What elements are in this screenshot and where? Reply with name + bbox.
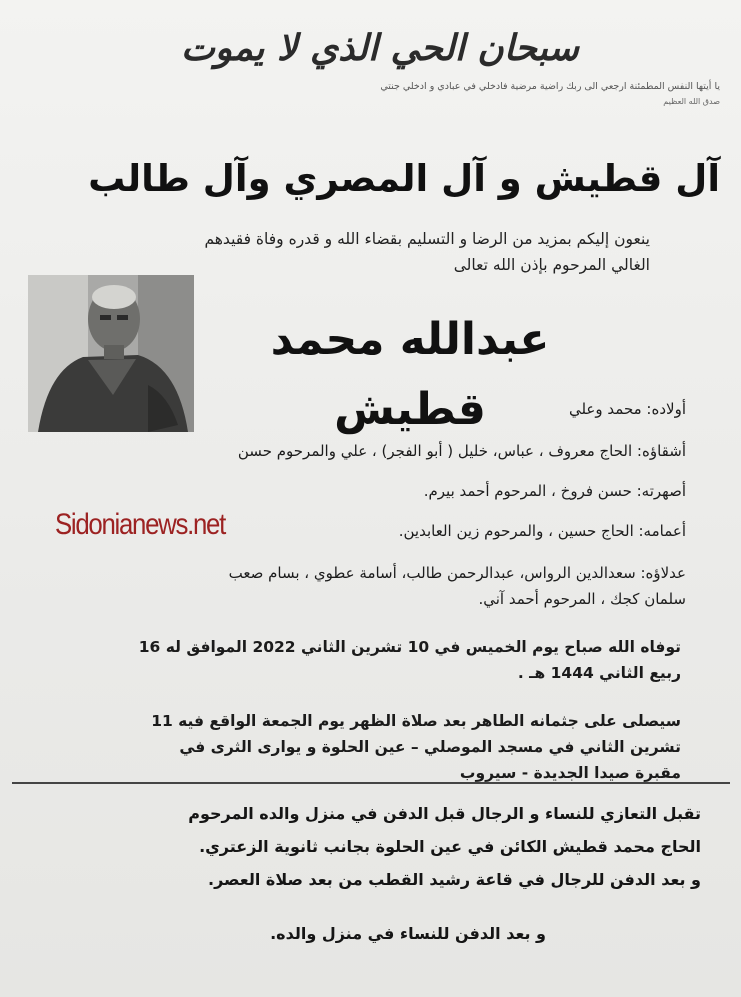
section-divider [12,782,730,784]
death-notice-line-1: توفاه الله صباح يوم الخميس في 10 تشرين الثاني 2022 الموافق له 16 [138,638,681,656]
announcement-line-2: الغالي المرحوم بإذن الله تعالى [453,256,650,274]
condolences-line-2: الحاج محمد قطيش الكائن في عين الحلوة بجانب ثانوية الزعتري. [199,837,701,856]
relatives-sons: أولاده: محمد وعلي [568,400,686,418]
condolences-women: و بعد الدفن للنساء في منزل والده. [270,924,546,943]
funeral-line-3: مقبرة صيدا الجديدة - سيروب [459,764,681,782]
announcement [150,226,650,278]
condolences-line-3: و بعد الدفن للرجال في قاعة رشيد القطب من بعد صلاة العصر. [207,870,701,889]
death-notice [41,634,681,686]
header-calligraphy: سبحان الحي الذي لا يموت [181,27,579,69]
death-notice-line-2: ربيع الثاني 1444 هـ . [517,664,681,682]
funeral-details [41,708,681,786]
relatives-in-laws: أصهرته: حسن فروخ ، المرحوم أحمد بيرم. [423,482,686,500]
relatives-cousins-line-1: عدلاؤه: سعدالدين الرواس، عبدالرحمن طالب، أسامة عطوي ، بسام صعب [228,564,686,582]
quran-verse: يا أيتها النفس المطمئنة ارجعي الى ربك راضية مرضية فادخلي في عبادي و ادخلي جنتي [380,81,720,92]
funeral-line-1: سيصلى على جثمانه الطاهر بعد صلاة الظهر يوم الجمعة الواقع فيه 11 [151,712,681,730]
quran-verse-reference: صدق الله العظيم [663,97,720,106]
relatives-cousins-line-2: سلمان كجك ، المرحوم أحمد آني. [478,590,686,608]
condolences-line-1: تقبل التعازي للنساء و الرجال قبل الدفن في منزل والده المرحوم [188,804,701,823]
relatives-uncles: أعمامه: الحاج حسين ، والمرحوم زين العابدين. [398,522,686,540]
condolences [21,797,701,896]
site-watermark: Sidonianews.net [55,508,225,541]
funeral-line-2: تشرين الثاني في مسجد الموصلي – عين الحلوة و يوارى الثرى في [179,738,681,756]
relatives-brothers: أشقاؤه: الحاج معروف ، عباس، خليل ( أبو الفجر) ، علي والمرحوم حسن [237,442,686,460]
announcement-line-1: ينعون إليكم بمزيد من الرضا و التسليم بقضاء الله و قدره وفاة فقيدهم [204,230,650,248]
families-title: آل قطيش و آل المصري وآل طالب [88,157,720,200]
deceased-name: عبدالله محمد قطيش [270,314,550,435]
